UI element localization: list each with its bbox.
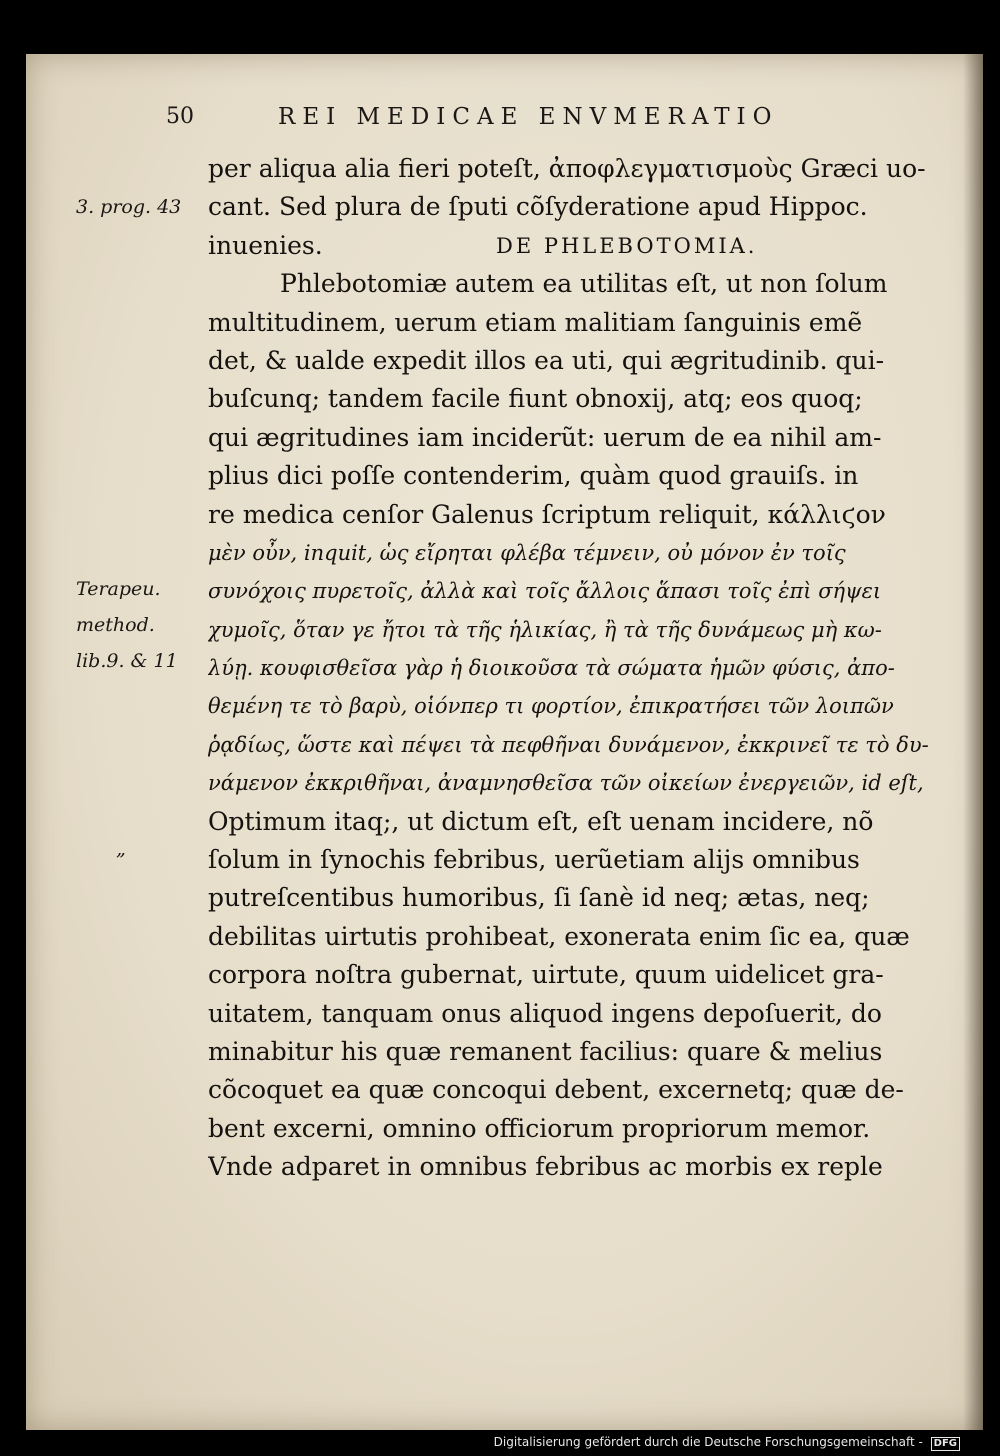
text-line: putreſcentibus humoribus, ſi ſanè id neq; ætas, neq; bbox=[208, 883, 870, 913]
text-line: debilitas uirtutis prohibeat, exonerata enim ſic ea, quæ bbox=[208, 921, 910, 951]
digitization-credit bbox=[494, 1435, 960, 1451]
margin-note: 3. prog. 43 bbox=[76, 196, 182, 218]
running-title: REI MEDICAE ENVMERATIO bbox=[278, 104, 779, 130]
text-line: Phlebotomiæ autem ea utilitas eſt, ut non ſolum bbox=[280, 269, 888, 299]
text-line: minabitur his quæ remanent facilius: quare & melius bbox=[208, 1036, 883, 1066]
greek-text-line: θεμένη τε τὸ βαρὺ, οἱόνπερ τι φορτίον, ἐπικρατήσει τῶν λοιπῶν bbox=[208, 694, 894, 719]
text-line: buſcunq; tandem facile fiunt obnoxij, atq; eos quoq; bbox=[208, 384, 863, 414]
greek-text-line: χυμοῖς, ὅταν γε ἤτοι τὰ τῆς ἡλικίας, ἢ τὰ τῆς δυνάμεως μὴ κω- bbox=[208, 617, 882, 642]
text-line: bent excerni, omnino officiorum propriorum memor. bbox=[208, 1113, 871, 1143]
book-page bbox=[26, 54, 983, 1430]
greek-text-line: συνόχοις πυρετοῖς, ἀλλὰ καὶ τοῖς ἄλλοις ἅπασι τοῖς ἐπὶ σήψει bbox=[208, 579, 882, 604]
greek-text-line: λύῃ. κουφισθεῖσα γὰρ ἡ διοικοῦσα τὰ σώματα ἡμῶν φύσις, ἀπο- bbox=[208, 656, 895, 681]
section-heading: DE PHLEBOTOMIA. bbox=[496, 233, 758, 258]
margin-note: „ bbox=[116, 838, 126, 860]
text-line: plius dici poſſe contenderim, quàm quod grauiſs. in bbox=[208, 461, 859, 491]
text-line: cant. Sed plura de ſputi cõſyderatione apud Hippoc. bbox=[208, 192, 868, 222]
text-line: qui ægritudines iam inciderũt: uerum de ea nihil am- bbox=[208, 422, 882, 452]
margin-note: method. bbox=[76, 614, 155, 636]
text-line: det, & ualde expedit illos ea uti, qui ægritudinib. qui- bbox=[208, 345, 885, 375]
body-text bbox=[208, 150, 943, 1187]
binding-shadow bbox=[963, 54, 983, 1430]
greek-text-line: μὲν οὖν, inquit, ὡς εἴρηται φλέβα τέμνειν, οὐ μόνον ἐν τοῖς bbox=[208, 540, 846, 565]
page-header bbox=[26, 104, 983, 144]
greek-text-line: ῥᾳδίως, ὥστε καὶ πέψει τὰ πεφθῆναι δυνάμενον, ἐκκρινεῖ τε τὸ δυ- bbox=[208, 732, 929, 757]
text-line: multitudinem, uerum etiam malitiam ſanguinis emẽ bbox=[208, 307, 863, 337]
margin-note: Terapeu. bbox=[76, 578, 161, 600]
text-line: cõcoquet ea quæ concoqui debent, excernetq; quæ de- bbox=[208, 1075, 904, 1105]
text-line: per aliqua alia fieri poteſt, ἀποφλεγματισμοὺς Græci uo- bbox=[208, 154, 926, 183]
text-line: re medica cenſor Galenus ſcriptum reliquit, κάλλιϛον bbox=[208, 499, 886, 529]
credit-text: Digitalisierung gefördert durch die Deutsche Forschungsgemeinschaft - bbox=[493, 1435, 923, 1449]
dfg-logo: DFG bbox=[931, 1437, 960, 1451]
text-line: Vnde adparet in omnibus febribus ac morbis ex reple bbox=[208, 1152, 883, 1182]
text-line: uitatem, tanquam onus aliquod ingens depoſuerit, do bbox=[208, 998, 882, 1028]
greek-text-line: νάμενον ἐκκριθῆναι, ἀναμνησθεῖσα τῶν οἰκείων ἐνεργειῶν, id eſt, bbox=[208, 771, 924, 796]
text-line: ſolum in ſynochis febribus, uerũetiam alijs omnibus bbox=[208, 845, 860, 875]
margin-note: lib.9. & 11 bbox=[76, 650, 178, 672]
text-line-start: inuenies. bbox=[208, 230, 323, 260]
page-number: 50 bbox=[166, 104, 194, 129]
text-line: corpora noſtra gubernat, uirtute, quum uidelicet gra- bbox=[208, 960, 884, 990]
text-line bbox=[208, 227, 943, 265]
text-line: Optimum itaq;, ut dictum eſt, eſt uenam incidere, nõ bbox=[208, 806, 874, 836]
